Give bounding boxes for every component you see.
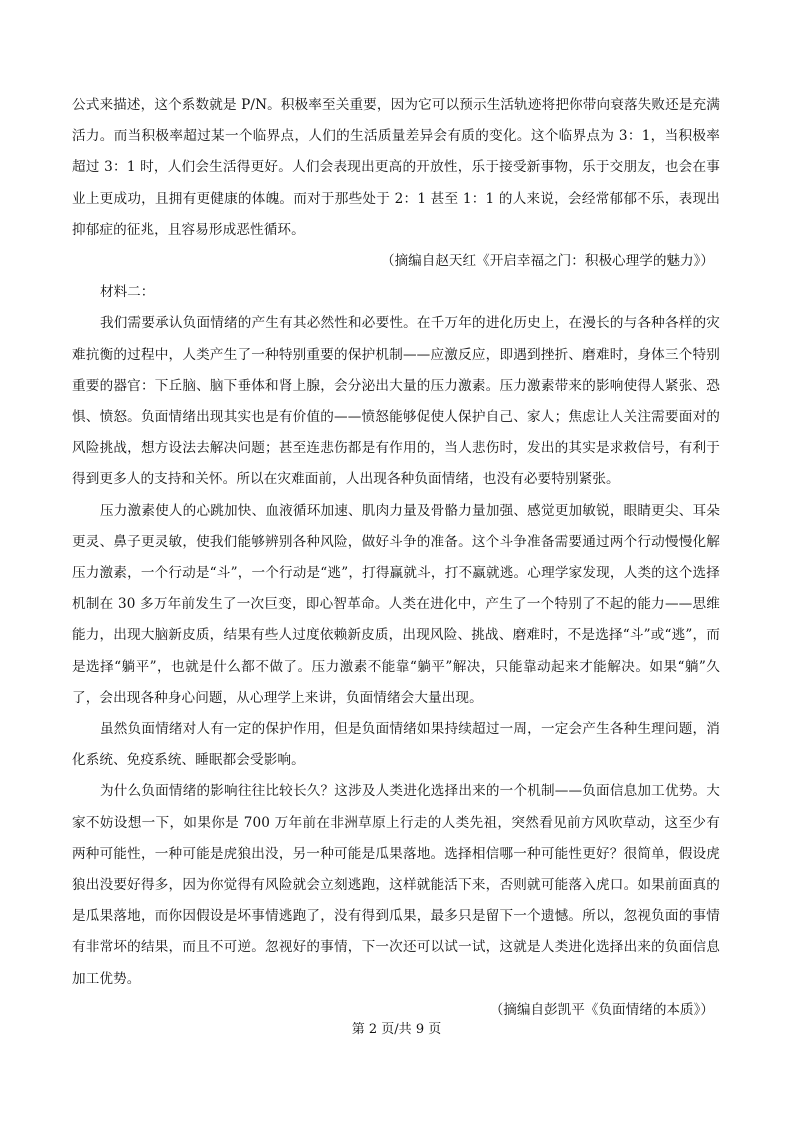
intro-paragraph: 公式来描述，这个系数就是 P/N。积极率至关重要，因为它可以预示生活轨迹将把你带向衰落失败还是充满活力。而当积极率超过某一个临界点，人们的生活质量差异会有质的变化。这个临界点为 3：1，当积极率超过 3：1 时，人们会生活得更好。人们会表现出更高的开放性，乐于接受新事物，乐于交朋友，也会在事业上更成功，且拥有更健康的体魄。而对于那些处于 2：1 甚至 1：1 的人来说，会经常郁郁不乐，表现出抑郁症的征兆，且容易形成恶性循环。 (72, 97, 720, 238)
document-body (72, 90, 720, 1026)
body-paragraph-3: 虽然负面情绪对人有一定的保护作用，但是负面情绪如果持续超过一周，一定会产生各种生理问题，消化系统、免疫系统、睡眠都会受影响。 (72, 721, 720, 769)
page-footer (0, 1020, 793, 1040)
body-paragraph-4: 为什么负面情绪的影响往往比较长久？这涉及人类进化选择出来的一个机制——负面信息加工优势。大家不妨设想一下，如果你是 700 万年前在非洲草原上行走的人类先祖，突然看见前方风吹草动，这至少有两种可能性，一种可能是虎狼出没，另一种可能是瓜果落地。选择相信哪一种可能性更好？很简单，假设虎狼出没要好得多，因为你觉得有风险就会立刻逃跑，这样就能活下来，否则就可能落入虎口。如果前面真的是瓜果落地，而你因假设是坏事情逃跑了，没有得到瓜果，最多只是留下一个遗憾。所以，忽视负面的事情有非常坏的结果，而且不可逆。忽视好的事情，下一次还可以试一试，这就是人类进化选择出来的负面信息加工优势。 (72, 783, 720, 987)
page-number: 第 2 页/共 9 页 (351, 1022, 442, 1037)
source-citation-1: （摘编自赵天红《开启幸福之门：积极心理学的魅力》） (380, 253, 714, 270)
body-paragraph-1: 我们需要承认负面情绪的产生有其必然性和必要性。在千万年的进化历史上，在漫长的与各种各样的灾难抗衡的过程中，人类产生了一种特别重要的保护机制——应激反应，即遇到挫折、磨难时，身体三个特别重要的器官：下丘脑、脑下垂体和肾上腺，会分泌出大量的压力激素。压力激素带来的影响使得人紧张、恐惧、愤怒。负面情绪出现其实也是有价值的——愤怒能够促使人保护自己、家人；焦虑让人关注需要面对的风险挑战，想方设法去解决问题；甚至连悲伤都是有作用的，当人悲伤时，发出的其实是求救信号，有利于得到更多人的支持和关怀。所以在灾难面前，人出现各种负面情绪，也没有必要特别紧张。 (72, 315, 720, 488)
body-paragraph-2: 压力激素使人的心跳加快、血液循环加速、肌肉力量及骨骼力量加强、感觉更加敏锐，眼睛更尖、耳朵更灵、鼻子更灵敏，使我们能够辨别各种风险，做好斗争的准备。这个斗争准备需要通过两个行动慢慢化解压力激素，一个行动是“斗”，一个行动是“逃”，打得赢就斗，打不赢就逃。心理学家发现，人类的这个选择机制在 30 多万年前发生了一次巨变，即心智革命。人类在进化中，产生了一个特别了不起的能力——思维能力，出现大脑新皮质，结果有些人过度依赖新皮质，出现风险、挑战、磨难时，不是选择“斗”或“逃”，而是选择“躺平”，也就是什么都不做了。压力激素不能靠“躺平”解决，只能靠动起来才能解决。如果“躺”久了，会出现各种身心问题，从心理学上来讲，负面情绪会大量出现。 (72, 502, 720, 706)
material-2-heading: 材料二： (100, 284, 155, 301)
source-citation-2: （摘编自彭凯平《负面情绪的本质》） (489, 1001, 714, 1018)
